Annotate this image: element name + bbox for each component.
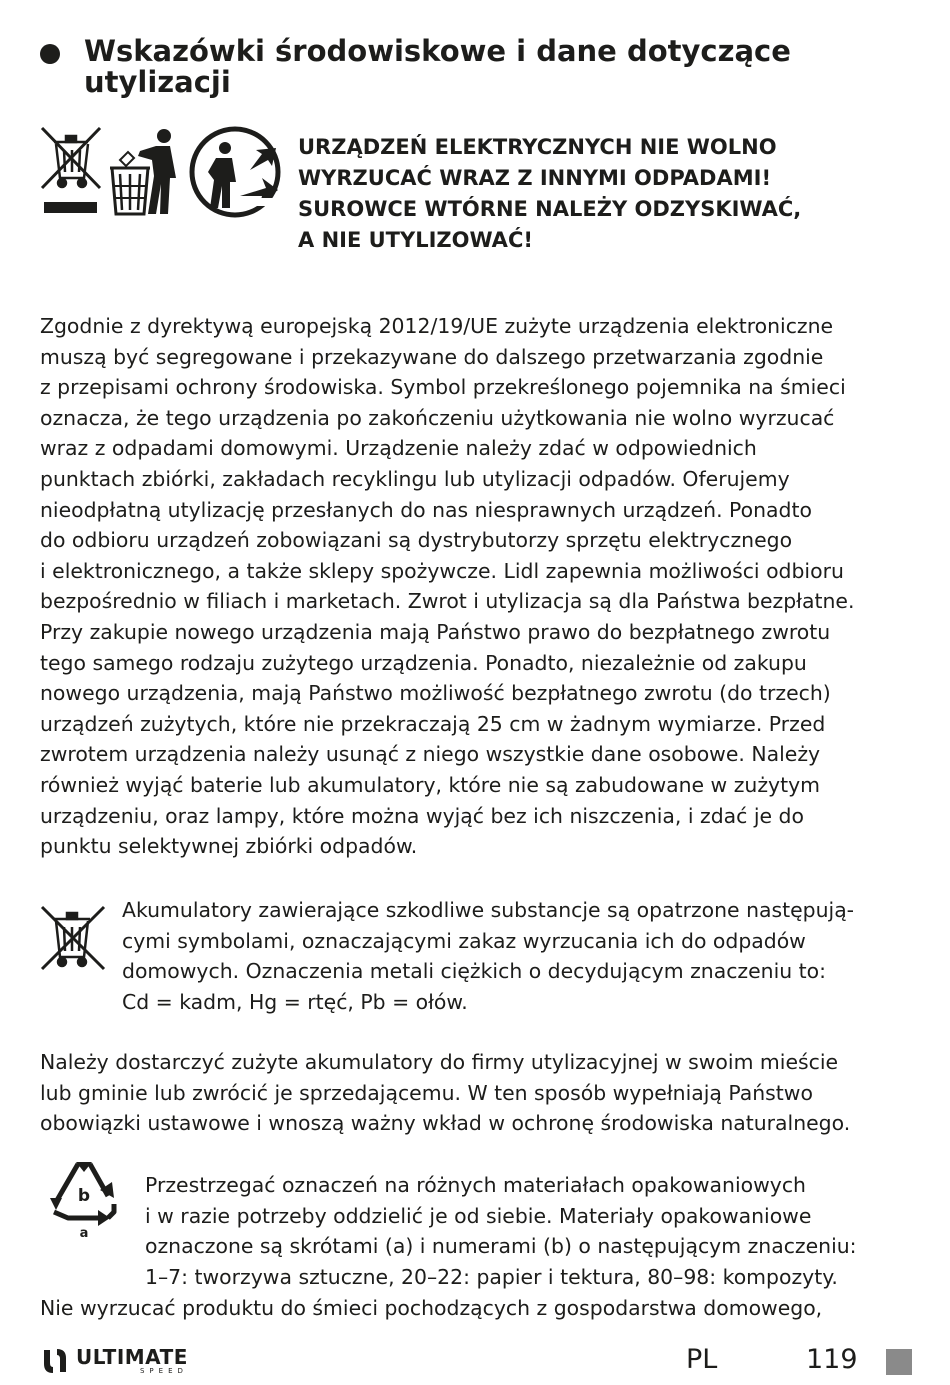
language-code: PL: [686, 1344, 718, 1375]
page-marker-square: [886, 1349, 912, 1375]
paragraph-line: do odbioru urządzeń zobowiązani są dystrybutorzy sprzętu elektrycznego: [40, 528, 793, 553]
crossed-bin-icon: [42, 128, 100, 188]
paragraph-line: również wyjąć baterie lub akumulatory, które nie są zabudowane w zużytym: [40, 772, 821, 797]
page-number: 119: [806, 1344, 858, 1375]
paragraph-line: Należy dostarczyć zużyte akumulatory do firmy utylizacyjnej w swoim mieście: [40, 1050, 839, 1074]
paragraph-line: bezpośrednio w filiach i marketach. Zwrot i utylizacja są dla Państwa bezpłatne.: [40, 589, 855, 614]
paragraph-line: Zgodnie z dyrektywą europejską 2012/19/UE zużyte urządzenia elektroniczne: [40, 314, 834, 338]
packaging-line: 1–7: tworzywa sztuczne, 20–22: papier i tektura, 80–98: kompozyty.: [145, 1264, 838, 1289]
warning-text: [298, 132, 898, 256]
recycling-triangle-icon: [46, 1158, 126, 1240]
brand-logo: [40, 1346, 188, 1376]
packaging-line: Przestrzegać oznaczeń na różnych materiałach opakowaniowych: [145, 1173, 806, 1197]
section-heading: [40, 36, 900, 98]
crossed-bin-icon: [40, 905, 106, 971]
brand-name: ULTIMATE: [76, 1345, 188, 1369]
ultimate-speed-logo-icon: [40, 1346, 70, 1376]
paragraph-line: punktu selektywnej zbiórki odpadów.: [40, 834, 418, 859]
paragraph-line: punktach zbiórki, zakładach recyklingu lub utylizacji odpadów. Oferujemy: [40, 466, 790, 491]
paragraph-line: wraz z odpadami domowymi. Urządzenie należy zdać w odpowiednich: [40, 436, 757, 461]
heading-line-1: Wskazówki środowiskowe i dane dotyczące: [84, 34, 791, 68]
paragraph-line: zwrotem urządzenia należy usunąć z niego wszystkie dane osobowe. Należy: [40, 742, 821, 767]
paragraph-line: nieodpłatną utylizację przesłanych do nas niesprawnych urządzeń. Ponadto: [40, 497, 812, 522]
paragraph-line: oznacza, że tego urządzenia po zakończeniu użytkowania nie wolno wyrzucać: [40, 405, 835, 430]
paragraph-line: obowiązki ustawowe i wnoszą ważny wkład w ochronę środowiska naturalnego.: [40, 1111, 851, 1136]
continuation-line: Nie wyrzucać produktu do śmieci pochodzących z gospodarstwa domowego,: [40, 1296, 823, 1320]
brand-subname: SPEED: [139, 1367, 188, 1375]
warning-line: URZĄDZEŃ ELEKTRYCZNYCH NIE WOLNO: [298, 135, 777, 159]
bin-underline-bar: [44, 202, 97, 213]
paragraph-line: urządzeniu, oraz lampy, które można wyjąć bez ich niszczenia, i zdać je do: [40, 803, 804, 828]
battery-line: Akumulatory zawierające szkodliwe substancje są opatrzone następują-: [122, 898, 855, 922]
paragraph-line: Przy zakupie nowego urządzenia mają Państwo prawo do bezpłatnego zwrotu: [40, 619, 831, 644]
packaging-line: oznaczone są skrótami (a) i numerami (b) o następującym znaczeniu:: [145, 1234, 857, 1259]
paragraph-line: urządzeń zużytych, które nie przekraczają 25 cm w żadnym wymiarze. Przed: [40, 711, 826, 736]
battery-line: domowych. Oznaczenia metali ciężkich o decydującym znaczeniu to:: [122, 959, 827, 984]
battery-text: [122, 895, 922, 1017]
packaging-line: i w razie potrzeby oddzielić je od siebie. Materiały opakowaniowe: [145, 1203, 812, 1228]
warning-line: WYRZUCAĆ WRAZ Z INNYMI ODPADAMI!: [298, 166, 772, 190]
paragraph-line: i elektronicznego, a także sklepy spożywcze. Lidl zapewnia możliwości odbioru: [40, 558, 844, 583]
battery-return-paragraph: [40, 1047, 920, 1139]
paragraph-line: lub gminie lub zwrócić je sprzedającemu. W ten sposób wypełniają Państwo: [40, 1080, 813, 1105]
recycling-code-a: a: [79, 1226, 89, 1240]
warning-line: A NIE UTYLIZOWAĆ!: [298, 228, 533, 252]
paragraph-line: nowego urządzenia, mają Państwo możliwość bezpłatnego zwrotu (do trzech): [40, 681, 831, 706]
recycle-person-icon: [192, 129, 278, 215]
battery-line: Cd = kadm, Hg = rtęć, Pb = ołów.: [122, 989, 468, 1014]
heading-bullet: [40, 44, 60, 64]
warning-icons: [40, 126, 285, 221]
heading-line-2: utylizacji: [84, 65, 231, 99]
paragraph-line: muszą być segregowane i przekazywane do dalszego przetwarzania zgodnie: [40, 344, 824, 369]
recycling-code-b: b: [77, 1186, 91, 1206]
battery-line: cymi symbolami, oznaczającymi zakaz wyrzucania ich do odpadów: [122, 928, 806, 953]
directive-paragraph: [40, 311, 920, 862]
paragraph-line: z przepisami ochrony środowiska. Symbol przekreślonego pojemnika na śmieci: [40, 375, 846, 400]
page-footer: [0, 1340, 950, 1385]
page-title: [84, 36, 791, 98]
packaging-text: [145, 1170, 935, 1292]
paragraph-line: tego samego rodzaju zużytego urządzenia. Ponadto, niezależnie od zakupu: [40, 650, 807, 675]
litter-bin-icon: [110, 129, 176, 214]
warning-line: SUROWCE WTÓRNE NALEŻY ODZYSKIWAĆ,: [298, 197, 802, 221]
